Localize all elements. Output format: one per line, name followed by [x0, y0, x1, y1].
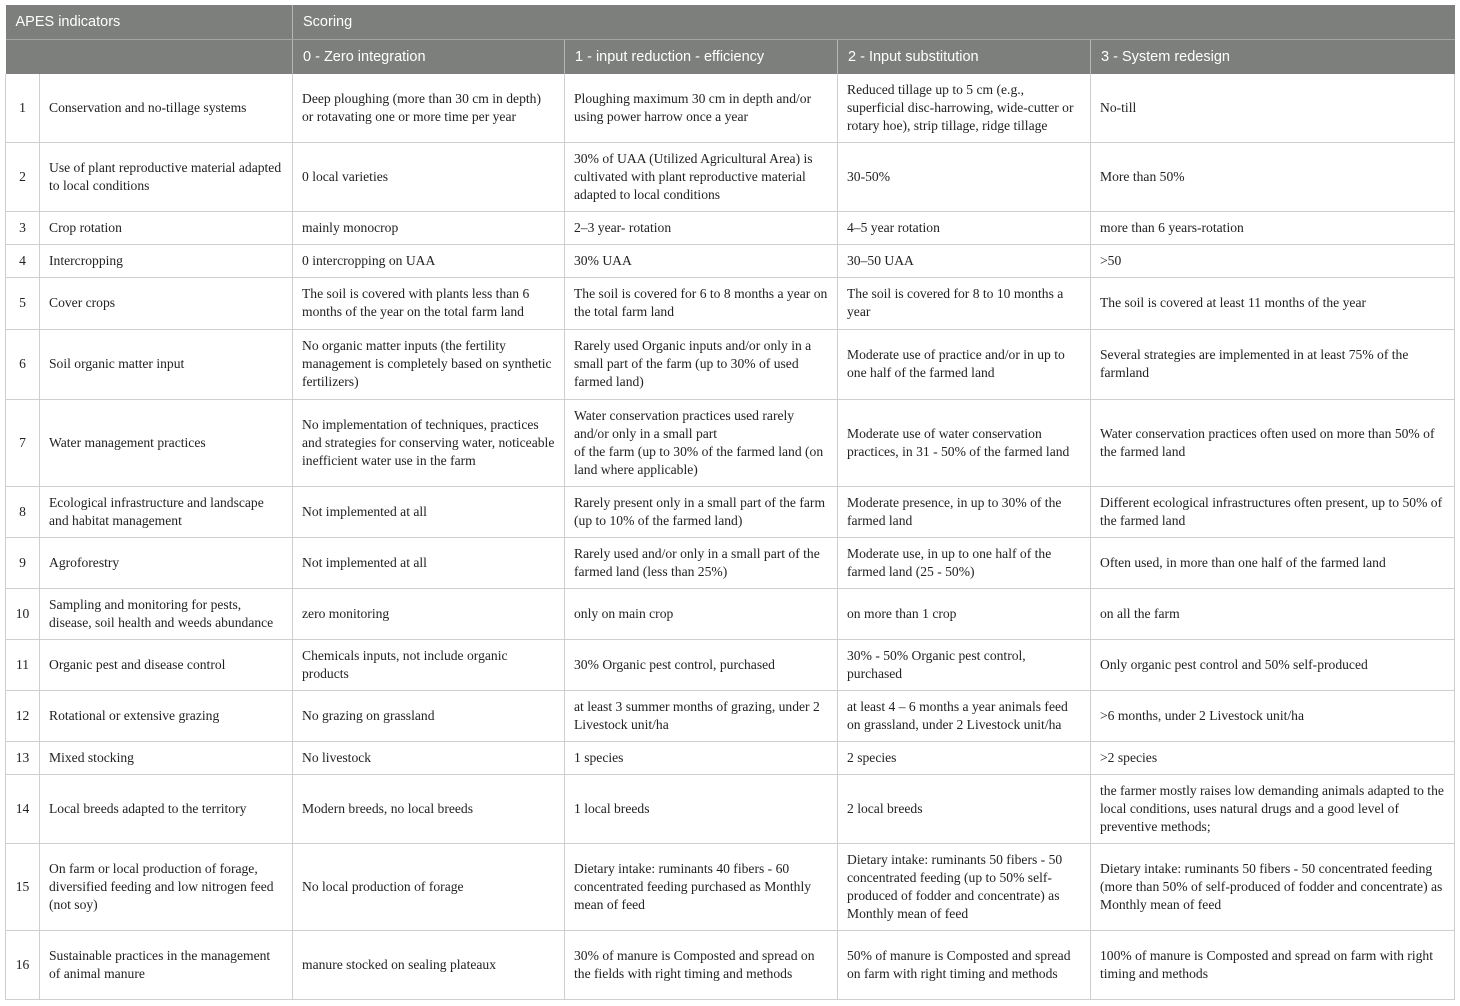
score-3-cell: More than 50% [1091, 142, 1455, 211]
score-3-cell: The soil is covered at least 11 months of the year [1091, 277, 1455, 329]
table-row [6, 74, 1455, 142]
indicator-cell: Cover crops [40, 277, 293, 329]
table-row [6, 277, 1455, 329]
score-1-cell: 30% Organic pest control, purchased [565, 639, 838, 690]
score-2-cell: 4–5 year rotation [838, 211, 1091, 244]
score-1-cell: Dietary intake: ruminants 40 fibers - 60 concentrated feeding purchased as Monthly mean of feed [565, 843, 838, 930]
indicator-cell: Ecological infrastructure and landscape and habitat management [40, 486, 293, 537]
score-3-cell: Several strategies are implemented in at least 75% of the farmland [1091, 329, 1455, 399]
score-2-cell: Moderate presence, in up to 30% of the farmed land [838, 486, 1091, 537]
table-row [6, 774, 1455, 843]
row-number: 15 [6, 843, 40, 930]
indicator-cell: On farm or local production of forage, diversified feeding and low nitrogen feed (not soy) [40, 843, 293, 930]
table-row [6, 211, 1455, 244]
score-3-cell: Only organic pest control and 50% self-produced [1091, 639, 1455, 690]
score-1-cell: Ploughing maximum 30 cm in depth and/or using power harrow once a year [565, 74, 838, 142]
table-body [6, 74, 1455, 999]
table-row [6, 244, 1455, 277]
score-0-cell: Not implemented at all [293, 486, 565, 537]
score-1-cell: Rarely present only in a small part of the farm (up to 10% of the farmed land) [565, 486, 838, 537]
row-number: 11 [6, 639, 40, 690]
row-number: 12 [6, 690, 40, 741]
score-1-cell: 2–3 year- rotation [565, 211, 838, 244]
score-2-cell: at least 4 – 6 months a year animals feed on grassland, under 2 Livestock unit/ha [838, 690, 1091, 741]
score-1-cell: 30% of UAA (Utilized Agricultural Area) is cultivated with plant reproductive material adapted to local conditions [565, 142, 838, 211]
indicator-cell: Organic pest and disease control [40, 639, 293, 690]
row-number: 2 [6, 142, 40, 211]
apes-scoring-table [5, 5, 1455, 1000]
score-3-cell: No-till [1091, 74, 1455, 142]
header-level-2: 2 - Input substitution [838, 40, 1091, 75]
score-1-cell: at least 3 summer months of grazing, under 2 Livestock unit/ha [565, 690, 838, 741]
row-number: 8 [6, 486, 40, 537]
table-row [6, 142, 1455, 211]
header-level-1: 1 - input reduction - efficiency [565, 40, 838, 75]
row-number: 9 [6, 537, 40, 588]
score-3-cell: Dietary intake: ruminants 50 fibers - 50 concentrated feeding (more than 50% of self-produced of fodder and concentrate) as Monthly mean of feed [1091, 843, 1455, 930]
table-row [6, 930, 1455, 999]
score-2-cell: Reduced tillage up to 5 cm (e.g., superficial disc-harrowing, wide-cutter or rotary hoe), strip tillage, ridge tillage [838, 74, 1091, 142]
score-0-cell: 0 intercropping on UAA [293, 244, 565, 277]
indicator-cell: Crop rotation [40, 211, 293, 244]
score-2-cell: 30-50% [838, 142, 1091, 211]
indicator-cell: Soil organic matter input [40, 329, 293, 399]
score-2-cell: Moderate use, in up to one half of the farmed land (25 - 50%) [838, 537, 1091, 588]
score-1-cell: The soil is covered for 6 to 8 months a year on the total farm land [565, 277, 838, 329]
header-level-0: 0 - Zero integration [293, 40, 565, 75]
score-1-cell: only on main crop [565, 588, 838, 639]
header-row-levels [6, 40, 1455, 75]
row-number: 10 [6, 588, 40, 639]
score-1-cell: 1 species [565, 741, 838, 774]
table-row [6, 486, 1455, 537]
score-3-cell: >50 [1091, 244, 1455, 277]
row-number: 5 [6, 277, 40, 329]
row-number: 14 [6, 774, 40, 843]
row-number: 3 [6, 211, 40, 244]
score-0-cell: Modern breeds, no local breeds [293, 774, 565, 843]
indicator-cell: Local breeds adapted to the territory [40, 774, 293, 843]
score-2-cell: on more than 1 crop [838, 588, 1091, 639]
score-2-cell: Moderate use of practice and/or in up to one half of the farmed land [838, 329, 1091, 399]
table-row [6, 690, 1455, 741]
indicator-cell: Sustainable practices in the management of animal manure [40, 930, 293, 999]
score-3-cell: the farmer mostly raises low demanding animals adapted to the local conditions, uses natural drugs and a good level of preventive methods; [1091, 774, 1455, 843]
score-2-cell: 30% - 50% Organic pest control, purchased [838, 639, 1091, 690]
score-3-cell: >6 months, under 2 Livestock unit/ha [1091, 690, 1455, 741]
score-3-cell: 100% of manure is Composted and spread on farm with right timing and methods [1091, 930, 1455, 999]
indicator-cell: Conservation and no-tillage systems [40, 74, 293, 142]
table-row [6, 741, 1455, 774]
indicator-cell: Sampling and monitoring for pests, disease, soil health and weeds abundance [40, 588, 293, 639]
header-row-main [6, 5, 1455, 40]
row-number: 13 [6, 741, 40, 774]
score-0-cell: manure stocked on sealing plateaux [293, 930, 565, 999]
table-row [6, 399, 1455, 486]
indicator-cell: Intercropping [40, 244, 293, 277]
score-2-cell: 2 species [838, 741, 1091, 774]
row-number: 4 [6, 244, 40, 277]
row-number: 6 [6, 329, 40, 399]
score-0-cell: Deep ploughing (more than 30 cm in depth) or rotavating one or more time per year [293, 74, 565, 142]
score-0-cell: mainly monocrop [293, 211, 565, 244]
indicator-cell: Agroforestry [40, 537, 293, 588]
header-apes-indicators: APES indicators [6, 5, 293, 40]
table-row [6, 329, 1455, 399]
score-0-cell: No livestock [293, 741, 565, 774]
score-3-cell: Water conservation practices often used on more than 50% of the farmed land [1091, 399, 1455, 486]
score-0-cell: No local production of forage [293, 843, 565, 930]
score-3-cell: on all the farm [1091, 588, 1455, 639]
score-2-cell: 30–50 UAA [838, 244, 1091, 277]
table-row [6, 588, 1455, 639]
score-0-cell: zero monitoring [293, 588, 565, 639]
score-3-cell: Different ecological infrastructures often present, up to 50% of the farmed land [1091, 486, 1455, 537]
row-number: 7 [6, 399, 40, 486]
score-3-cell: Often used, in more than one half of the farmed land [1091, 537, 1455, 588]
row-number: 16 [6, 930, 40, 999]
score-3-cell: more than 6 years-rotation [1091, 211, 1455, 244]
score-1-cell: Rarely used Organic inputs and/or only in a small part of the farm (up to 30% of used farmed land) [565, 329, 838, 399]
header-empty [6, 40, 293, 75]
score-2-cell: 2 local breeds [838, 774, 1091, 843]
indicator-cell: Mixed stocking [40, 741, 293, 774]
score-0-cell: Not implemented at all [293, 537, 565, 588]
indicator-cell: Water management practices [40, 399, 293, 486]
table-row [6, 537, 1455, 588]
score-1-cell: Water conservation practices used rarely and/or only in a small part of the farm (up to 30% of the farmed land (on land where applicable) [565, 399, 838, 486]
score-0-cell: 0 local varieties [293, 142, 565, 211]
header-scoring: Scoring [293, 5, 1455, 40]
header-level-3: 3 - System redesign [1091, 40, 1455, 75]
score-0-cell: No organic matter inputs (the fertility management is completely based on synthetic fertilizers) [293, 329, 565, 399]
score-0-cell: No implementation of techniques, practices and strategies for conserving water, noticeable inefficient water use in the farm [293, 399, 565, 486]
score-2-cell: Dietary intake: ruminants 50 fibers - 50 concentrated feeding (up to 50% self-produced of fodder and concentrate) as Monthly mean of feed [838, 843, 1091, 930]
score-0-cell: No grazing on grassland [293, 690, 565, 741]
score-2-cell: The soil is covered for 8 to 10 months a year [838, 277, 1091, 329]
table-row [6, 639, 1455, 690]
score-1-cell: 30% of manure is Composted and spread on the fields with right timing and methods [565, 930, 838, 999]
row-number: 1 [6, 74, 40, 142]
score-1-cell: Rarely used and/or only in a small part of the farmed land (less than 25%) [565, 537, 838, 588]
score-1-cell: 1 local breeds [565, 774, 838, 843]
score-3-cell: >2 species [1091, 741, 1455, 774]
score-2-cell: 50% of manure is Composted and spread on farm with right timing and methods [838, 930, 1091, 999]
apes-scoring-table-container [5, 5, 1454, 1000]
score-1-cell: 30% UAA [565, 244, 838, 277]
indicator-cell: Rotational or extensive grazing [40, 690, 293, 741]
score-0-cell: Chemicals inputs, not include organic products [293, 639, 565, 690]
indicator-cell: Use of plant reproductive material adapted to local conditions [40, 142, 293, 211]
table-row [6, 843, 1455, 930]
score-0-cell: The soil is covered with plants less than 6 months of the year on the total farm land [293, 277, 565, 329]
score-2-cell: Moderate use of water conservation practices, in 31 - 50% of the farmed land [838, 399, 1091, 486]
